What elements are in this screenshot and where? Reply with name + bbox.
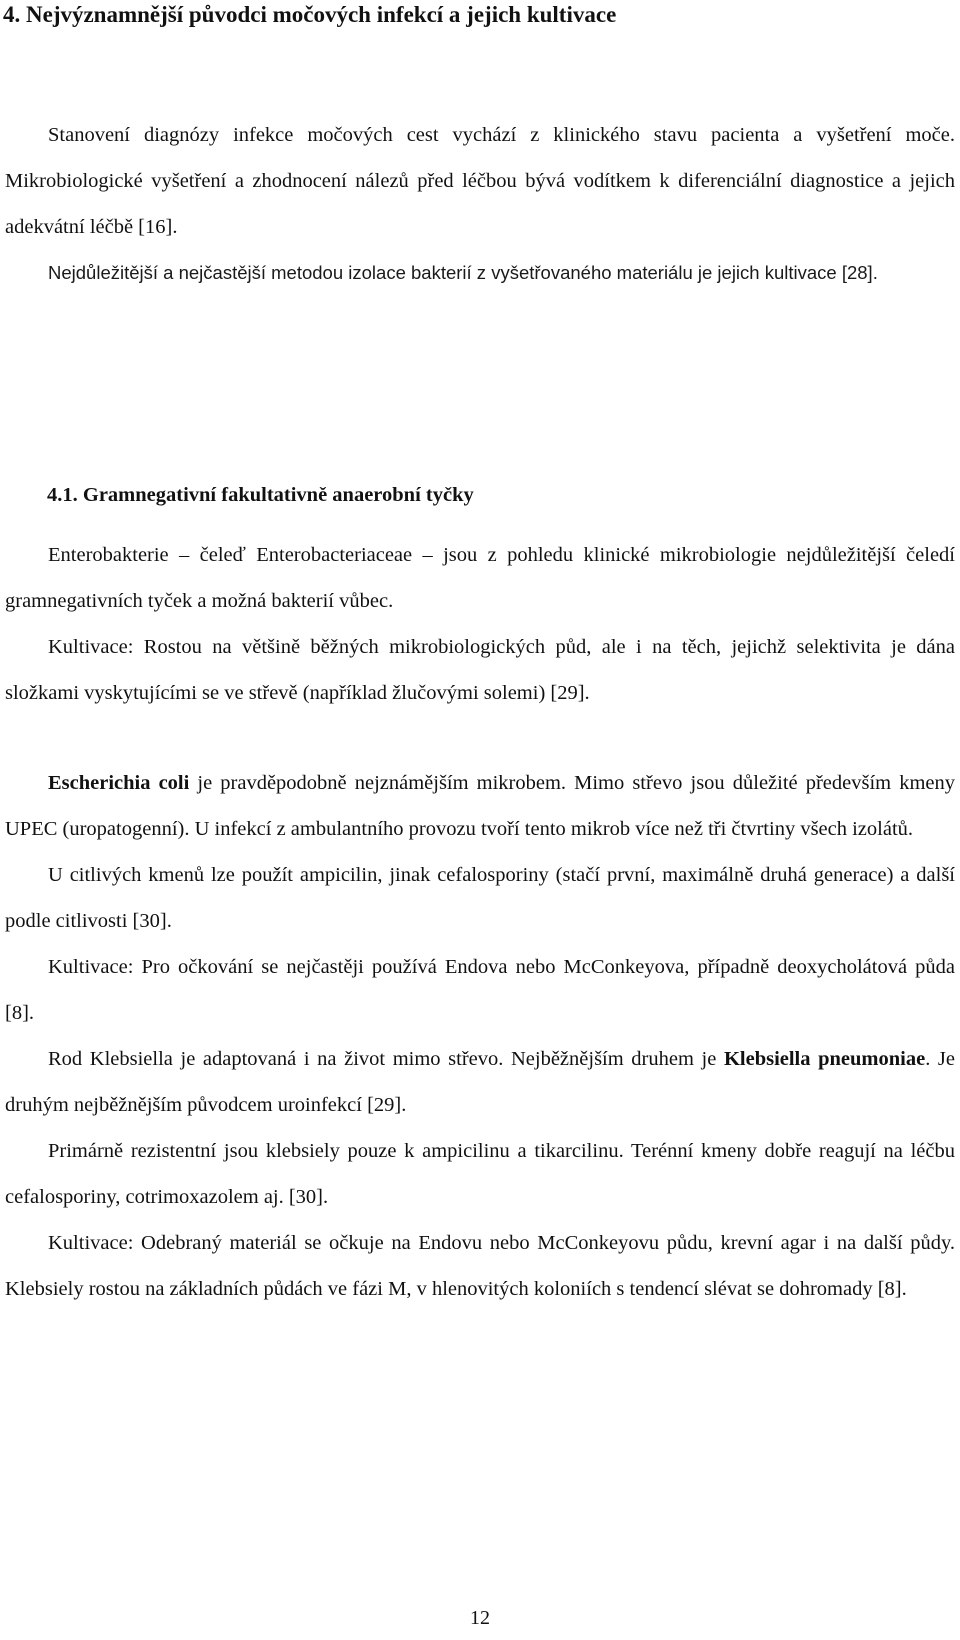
section-text — [5, 532, 955, 1312]
section-paragraph-8: Kultivace: Odebraný materiál se očkuje na Endovu nebo McConkeyovu půdu, krevní agar i na další půdy. Klebsiely rostou na základních půdách ve fázi M, v hlenovitých koloniích s tendencí slévat se dohromady [8]. — [5, 1232, 955, 1300]
intro-paragraph-1: Stanovení diagnózy infekce močových cest vychází z klinického stavu pacienta a vyšetření moče. Mikrobiologické vyšetření a zhodnocení nálezů před léčbou bývá vodítkem k diferenciální diagnostice a jejich adekvátní léčbě [16]. — [5, 124, 955, 238]
chapter-heading: 4. Nejvýznamnější původci močových infekcí a jejich kultivace — [3, 2, 617, 27]
page-number: 12 — [470, 1607, 490, 1629]
section-paragraph-7: Primárně rezistentní jsou klebsiely pouze k ampicilinu a tikarcilinu. Terénní kmeny dobře reagují na léčbu cefalosporiny, cotrimoxazolem aj. [30]. — [5, 1140, 955, 1208]
klebsiella-pneumoniae-term: Klebsiella pneumoniae — [723, 1048, 926, 1070]
intro-text — [5, 112, 955, 296]
section-paragraph-2: Kultivace: Rostou na většině běžných mikrobiologických půd, ale i na těch, jejichž selektivita je dána složkami vyskytujícími se ve střevě (například žlučovými solemi) [29]. — [5, 636, 955, 704]
section-paragraph-1: Enterobakterie – čeleď Enterobacteriaceae – jsou z pohledu klinické mikrobiologie nejdůležitější čeledí gramnegativních tyček a možná bakterií vůbec. — [5, 544, 955, 612]
intro-paragraph-2: Nejdůležitější a nejčastější metodou izolace bakterií z vyšetřovaného materiálu je jejich kultivace [28]. — [48, 262, 878, 283]
section-paragraph-6-start: Rod Klebsiella je adaptovaná i na život mimo střevo. Nejběžnějším druhem je — [48, 1048, 724, 1070]
section-heading: 4.1. Gramnegativní fakultativně anaerobní tyčky — [47, 484, 474, 506]
section-paragraph-6-end: . Je druhým nejběžnějším původcem uroinfekcí [29]. — [5, 1048, 956, 1116]
section-paragraph-4: U citlivých kmenů lze použít ampicilin, jinak cefalosporiny (stačí první, maximálně druhá generace) a další podle citlivosti [30]. — [5, 864, 955, 932]
escherichia-coli-term: Escherichia coli — [48, 772, 190, 794]
section-paragraph-3 — [5, 760, 955, 852]
section-paragraph-3-text: je pravděpodobně nejznámějším mikrobem. Mimo střevo jsou důležité především kmeny UPEC (uropatogenní). U infekcí z ambulantního provozu tvoří tento mikrob více než tři čtvrtiny všech izolátů. — [5, 772, 955, 840]
section-paragraph-5: Kultivace: Pro očkování se nejčastěji používá Endova nebo McConkeyova, případně deoxycholátová půda [8]. — [5, 956, 955, 1024]
section-paragraph-6 — [5, 1036, 955, 1128]
